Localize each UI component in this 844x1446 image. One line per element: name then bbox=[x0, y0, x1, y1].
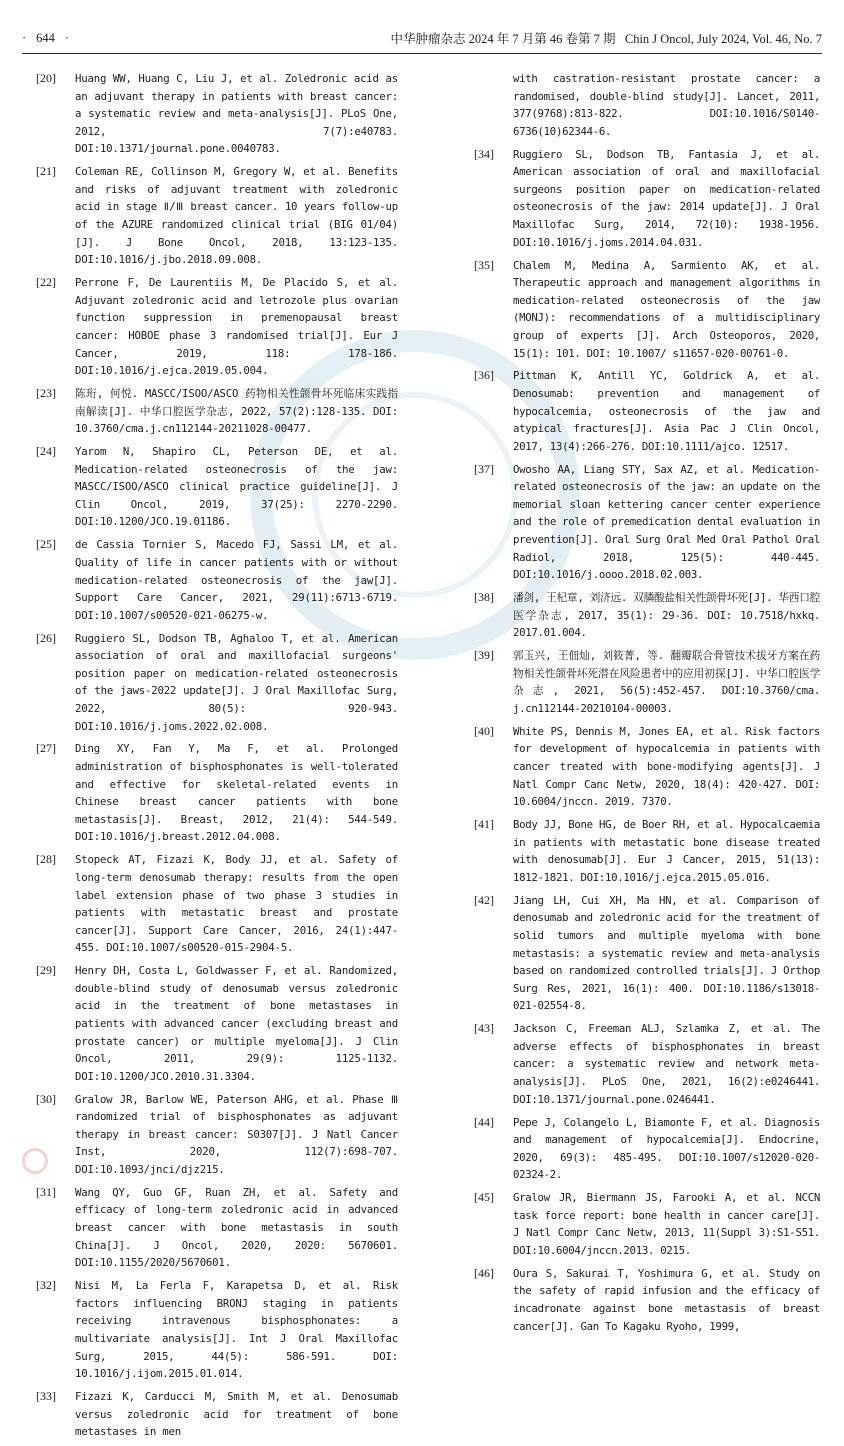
reference-item bbox=[36, 443, 398, 531]
reference-text: Pepe J, Colangelo L, Biamonte F, et al. Diagnosis and management of hypocalcemia[J]. Endocrine, 2020, 69(3): 485-495. DOI:10.1007/s12020-020-02324-2. bbox=[513, 1115, 820, 1182]
reference-text: Coleman RE, Collinson M, Gregory W, et al. Benefits and risks of adjuvant treatment with zoledronic acid in stage Ⅱ/Ⅲ breast cancer. 10 years follow-up of the AZURE randomized clinical trial (BIG 01/04) [J]. J Bone Oncol, 2018, 13:123-135. DOI:10.1016/j.jbo.2018.09.008. bbox=[75, 165, 398, 267]
reference-item bbox=[36, 1184, 398, 1272]
reference-number: [34] bbox=[474, 146, 494, 161]
reference-text: Fizazi K, Carducci M, Smith M, et al. Denosumab versus zoledronic acid for treatment of bone metastases in men bbox=[75, 1390, 398, 1439]
reference-item bbox=[36, 274, 398, 380]
reference-text: 陈珩, 何悦. MASCC/ISOO/ASCO 药物相关性颌骨坏死临床实践指南解读[J]. 中华口腔医学杂志, 2022, 57(2):128-135. DOI: 10.3760/cma.j.cn112144-20211028-00477. bbox=[75, 386, 398, 436]
reference-number: [32] bbox=[36, 1278, 56, 1293]
reference-text: Huang WW, Huang C, Liu J, et al. Zoledronic acid as an adjuvant therapy in patients with breast cancer: a systematic review and meta-analysis[J]. PLoS One, 2012, 7(7):e40783. DOI:10.1371/journal.pone.0040783. bbox=[75, 72, 398, 156]
publisher-logo-icon bbox=[22, 1148, 48, 1174]
reference-number: [35] bbox=[474, 257, 494, 272]
reference-item bbox=[474, 892, 820, 1015]
reference-item bbox=[474, 461, 820, 584]
reference-number: [30] bbox=[36, 1091, 56, 1106]
reference-item bbox=[474, 257, 820, 363]
reference-item bbox=[474, 1265, 820, 1335]
reference-text: 郭玉兴, 王佃灿, 刘筱菁, 等. 翻瓣联合骨管技术拔牙方案在药物相关性颌骨坏死潜在风险患者中的应用初探[J]. 中华口腔医学杂志, 2021, 56(5):452-457. DOI:10.3760/cma. j.cn112144-20210104-00003. bbox=[513, 649, 820, 715]
reference-item bbox=[36, 630, 398, 736]
reference-item bbox=[474, 647, 820, 717]
reference-item bbox=[474, 1020, 820, 1108]
reference-text: de Cassia Tornier S, Macedo FJ, Sassi LM, et al. Quality of life in cancer patients with or without medication-related osteonecrosis of the jaw[J]. Support Care Cancer, 2021, 29(11):6713-6719. DOI:10.1007/s00520-021-06275-w. bbox=[75, 538, 398, 622]
reference-number: [45] bbox=[474, 1190, 494, 1205]
reference-text: Ding XY, Fan Y, Ma F, et al. Prolonged administration of bisphosphonates is well-tolerated and effective for skeletal-related events in Chinese breast cancer patients with bone metastasis[J]. Breast, 2012, 21(4): 544-549. DOI:10.1016/j.breast.2012.04.008. bbox=[75, 742, 398, 844]
reference-item bbox=[36, 962, 398, 1085]
reference-number: [31] bbox=[36, 1184, 56, 1199]
reference-text: White PS, Dennis M, Jones EA, et al. Risk factors for development of hypocalcemia in patients with cancer treated with bone-modifying agents[J]. J Natl Compr Canc Netw, 2020, 18(4): 420-427. DOI: 10.6004/jnccn. 2019. 7370. bbox=[513, 724, 820, 809]
reference-text: Jiang LH, Cui XH, Ma HN, et al. Comparison of denosumab and zoledronic acid for the treatment of solid tumors and multiple myeloma with bone metastasis: a systematic review and meta-analysis based on randomized controlled trials[J]. J Orthop Surg Res, 2021, 16(1): 400. DOI:10.1186/s13018-021-02554-8. bbox=[513, 893, 820, 1013]
reference-number: [25] bbox=[36, 537, 56, 552]
reference-text: Jackson C, Freeman ALJ, Szlamka Z, et al. The adverse effects of bisphosphonates in breast cancer: a systematic review and network meta-analysis[J]. PLoS One, 2021, 16(2):e0246441. DOI:10.1371/journal.pone.0246441. bbox=[513, 1022, 820, 1106]
header-bullet-left: · bbox=[22, 30, 27, 45]
reference-text: Henry DH, Costa L, Goldwasser F, et al. Randomized, double-blind study of denosumab versus zoledronic acid in the treatment of bone metastases in patients with advanced cancer (excluding breast and prostate cancer) or multiple myeloma[J]. J Clin Oncol, 2011, 29(9): 1125-1132. DOI:10.1200/JCO.2010.31.3304. bbox=[75, 964, 398, 1083]
reference-text: Gralow JR, Biermann JS, Farooki A, et al. NCCN task force report: bone health in cancer care[J]. J Natl Compr Canc Netw, 2013, 11(Suppl 3):S1-S51. DOI:10.6004/jnccn.2013. 0215. bbox=[513, 1191, 820, 1257]
reference-number: [36] bbox=[474, 368, 494, 383]
reference-number: [41] bbox=[474, 817, 494, 832]
reference-item bbox=[474, 1114, 820, 1184]
reference-number: [21] bbox=[36, 164, 56, 179]
publisher-logo bbox=[22, 1148, 48, 1174]
reference-number: [37] bbox=[474, 461, 494, 476]
reference-number: [42] bbox=[474, 892, 494, 907]
reference-item bbox=[36, 70, 398, 158]
header-right bbox=[390, 29, 822, 47]
reference-text: Nisi M, La Ferla F, Karapetsa D, et al. Risk factors influencing BRONJ staging in patients receiving intravenous bisphosphonates: a multivariate analysis[J]. Int J Oral Maxillofac Surg, 2015, 44(5): 586-591. DOI: 10.1016/j.ijom.2015.01.014. bbox=[75, 1279, 398, 1381]
reference-item bbox=[474, 816, 820, 886]
reference-number: [40] bbox=[474, 723, 494, 738]
reference-text: Perrone F, De Laurentiis M, De Placido S, et al. Adjuvant zoledronic acid and letrozole plus ovarian function suppression in premenopausal breast cancer: HOBOE phase 3 randomised trial[J]. Eur J Cancer, 2019, 118: 178-186. DOI:10.1016/j.ejca.2019.05.004. bbox=[75, 276, 398, 378]
reference-text: Ruggiero SL, Dodson TB, Fantasia J, et al. American association of oral and maxillofacial surgeons position paper on medication-related osteonecrosis of the jaw: 2014 update[J]. J Oral Maxillofac Surg, 2014, 72(10): 1938-1956. DOI:10.1016/j.joms.2014.04.031. bbox=[513, 147, 820, 249]
reference-number: [28] bbox=[36, 852, 56, 867]
reference-number: [46] bbox=[474, 1265, 494, 1280]
left-column bbox=[36, 70, 398, 1446]
reference-item bbox=[36, 536, 398, 624]
reference-number: [29] bbox=[36, 963, 56, 978]
reference-item bbox=[36, 385, 398, 438]
reference-text: Yarom N, Shapiro CL, Peterson DE, et al. Medication-related osteonecrosis of the jaw: MASCC/ISOO/ASCO clinical practice guideline[J]. J Clin Oncol, 2019, 37(25): 2270-2290. DOI:10.1200/JCO.19.01186. bbox=[75, 445, 398, 529]
reference-number: [24] bbox=[36, 444, 56, 459]
header-left bbox=[22, 31, 69, 46]
reference-number: [23] bbox=[36, 385, 56, 400]
reference-text: Wang QY, Guo GF, Ruan ZH, et al. Safety and efficacy of long-term zoledronic acid in advanced breast cancer with bone metastasis in south China[J]. J Oncol, 2020, 2020: 5670601. DOI:10.1155/2020/5670601. bbox=[75, 1185, 398, 1270]
reference-item bbox=[36, 1091, 398, 1179]
reference-item bbox=[36, 740, 398, 846]
reference-item bbox=[36, 1277, 398, 1383]
reference-text: Oura S, Sakurai T, Yoshimura G, et al. Study on the safety of rapid infusion and the efficacy of incadronate against bone metastasis of breast cancer[J]. Gan To Kagaku Ryoho, 1999, bbox=[513, 1266, 820, 1333]
reference-item bbox=[36, 851, 398, 957]
reference-number: [26] bbox=[36, 630, 56, 645]
reference-item bbox=[474, 1189, 820, 1259]
reference-continuation: with castration-resistant prostate cancer: a randomised, double-blind study[J]. Lancet, 2011, 377(9768):813-822. DOI:10.1016/S0140-6736(10)62344-6. bbox=[513, 72, 820, 138]
reference-number: [43] bbox=[474, 1021, 494, 1036]
reference-number: [22] bbox=[36, 275, 56, 290]
reference-text: Body JJ, Bone HG, de Boer RH, et al. Hypocalcaemia in patients with metastatic bone disease treated with denosumab[J]. Eur J Cancer, 2015, 51(13): 1812-1821. DOI:10.1016/j.ejca.2015.05.016. bbox=[513, 818, 820, 884]
reference-text: Gralow JR, Barlow WE, Paterson AHG, et al. Phase Ⅲ randomized trial of bisphosphonates as adjuvant therapy in breast cancer: S0307[J]. J Natl Cancer Inst, 2020, 112(7):698-707. DOI:10.1093/jnci/djz215. bbox=[75, 1092, 398, 1176]
header-bullet-right: · bbox=[64, 30, 70, 45]
header-rule bbox=[22, 53, 822, 54]
reference-number: [20] bbox=[36, 71, 56, 85]
reference-text: Stopeck AT, Fizazi K, Body JJ, et al. Safety of long-term denosumab therapy: results from the open label extension phase of two phase 3 studies in patients with metastatic breast and prostate cancer[J]. Support Care Cancer, 2016, 24(1):447-455. DOI:10.1007/s00520-015-2904-5. bbox=[75, 853, 398, 955]
reference-text: 潘剑, 王杞章, 刘济远. 双膦酸盐相关性颌骨坏死[J]. 华西口腔医学杂志, 2017, 35(1): 29-36. DOI: 10.7518/hxkq. 2017.01.004. bbox=[513, 591, 820, 640]
journal-title-en: Chin J Oncol, July 2024, Vol. 46, No. 7 bbox=[624, 32, 822, 46]
journal-title-cn: 中华肿瘤杂志 2024 年 7 月第 46 卷第 7 期 bbox=[390, 32, 616, 46]
reference-item bbox=[474, 146, 820, 252]
reference-text: Owosho AA, Liang STY, Sax AZ, et al. Medication-related osteonecrosis of the jaw: an update on the memorial sloan kettering cancer center experience and the role of premedication dental evaluation in prevention[J]. Oral Surg Oral Med Oral Pathol Oral Radiol, 2018, 125(5): 440-445. DOI:10.1016/j.oooo.2018.02.003. bbox=[513, 462, 820, 582]
reference-number: [44] bbox=[474, 1114, 494, 1129]
reference-item bbox=[474, 367, 820, 455]
right-column bbox=[474, 70, 820, 1341]
reference-text: Pittman K, Antill YC, Goldrick A, et al. Denosumab: prevention and management of hypocalcemia, osteonecrosis of the jaw and atypical fractures[J]. Asia Pac J Clin Oncol, 2017, 13(4):266-276. DOI:10.1111/ajco. 12517. bbox=[513, 369, 820, 453]
reference-text: Ruggiero SL, Dodson TB, Aghaloo T, et al. American association of oral and maxillofacial surgeons' position paper on medication-related osteonecrosis of the jaws-2022 update[J]. J Oral Maxillofac Surg, 2022, 80(5): 920-943. DOI:10.1016/j.joms.2022.02.008. bbox=[75, 631, 398, 733]
reference-number: [33] bbox=[36, 1389, 56, 1404]
reference-item bbox=[36, 163, 398, 269]
reference-item bbox=[36, 1388, 398, 1441]
reference-text: Chalem M, Medina A, Sarmiento AK, et al. Therapeutic approach and management algorithms in medication-related osteonecrosis of the jaw (MONJ): recommendations of a multidisciplinary group of experts [J]. Arch Osteoporos, 2020, 15(1): 101. DOI: 10.1007/ s11657-020-00761-0. bbox=[513, 258, 820, 360]
page-number: 644 bbox=[36, 30, 55, 45]
running-header bbox=[22, 26, 822, 50]
reference-number: [27] bbox=[36, 741, 56, 756]
reference-item bbox=[474, 723, 820, 811]
reference-number: [38] bbox=[474, 590, 494, 605]
reference-number: [39] bbox=[474, 648, 494, 663]
reference-item bbox=[474, 589, 820, 642]
